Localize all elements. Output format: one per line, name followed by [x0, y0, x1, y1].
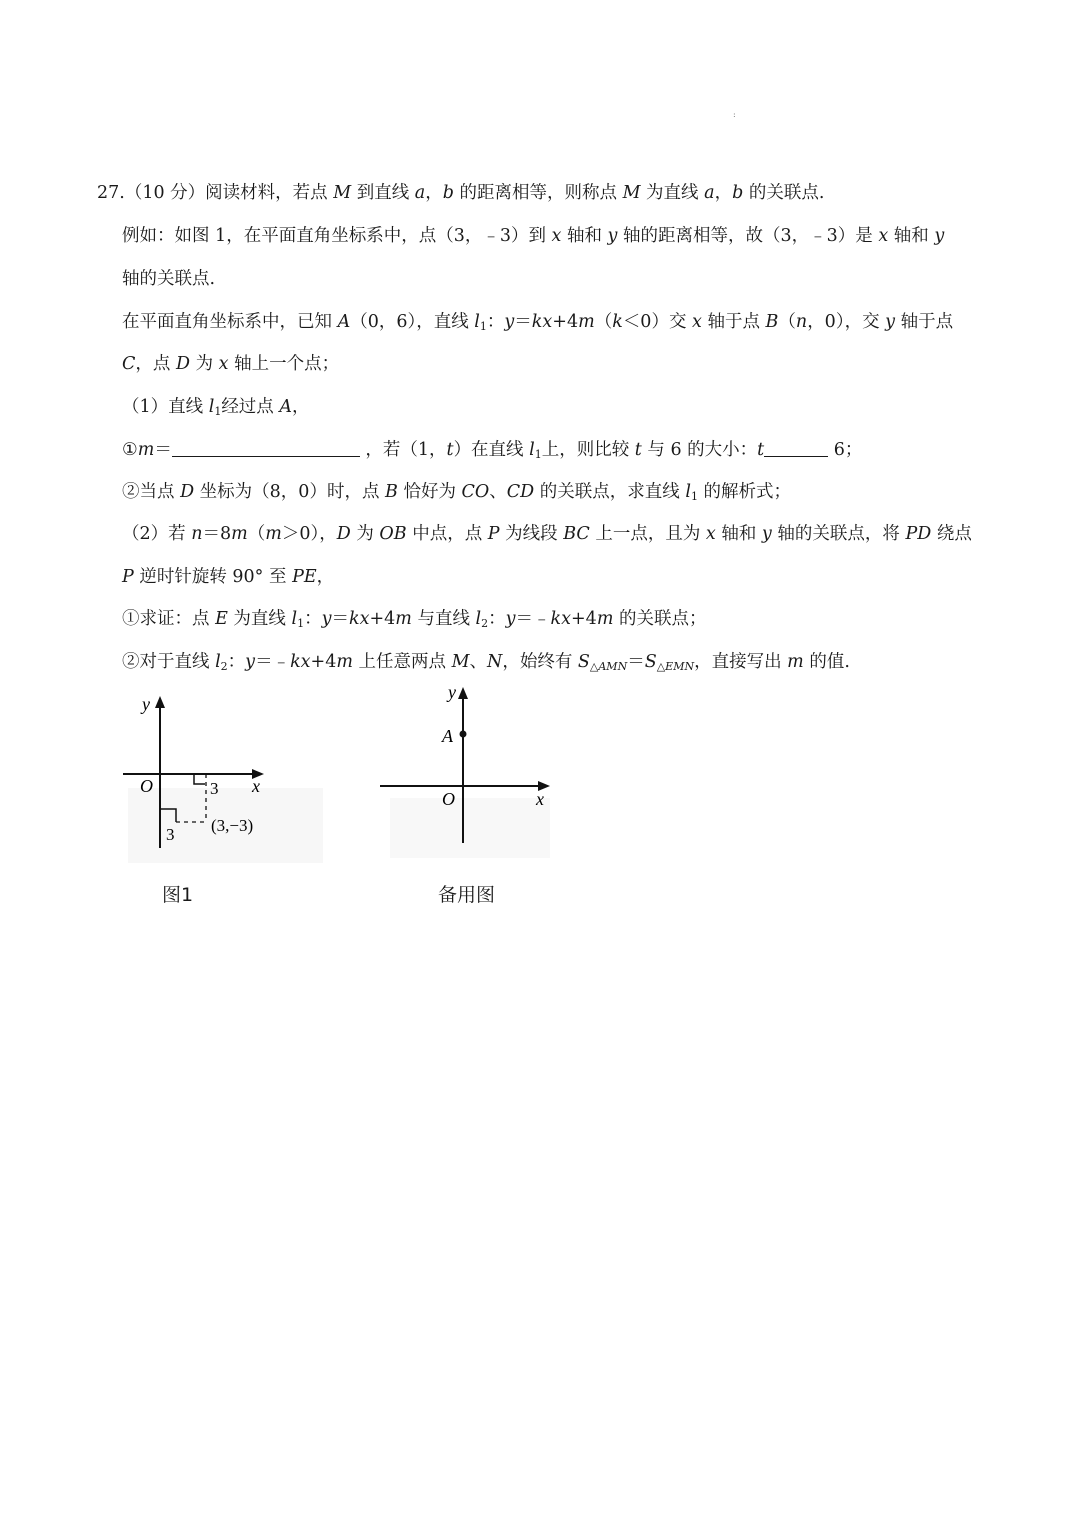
figure-1-origin: O [140, 776, 153, 796]
figure-2-point-label: A [442, 726, 453, 746]
problem-line-3: 轴的关联点. [122, 269, 216, 289]
figure-1-y-arrow [155, 696, 165, 708]
answer-blank-m[interactable] [172, 438, 360, 457]
problem-line-5: C，点 D 为 x 轴上一个点； [122, 354, 340, 374]
problem-line-12: ②对于直线 $l_2$：y＝﹣kx+4m 上任意两点 M、N，始终有 $S_{\triangle AMN}=S_{\triangle EMN}$，直接写出 m 的值. [122, 652, 850, 673]
figure-2-y-label: y [448, 682, 456, 702]
figure-2-y-arrow [458, 687, 468, 699]
header-mark: : [733, 110, 736, 119]
figure-2-x-label: x [536, 789, 544, 809]
figure-1-coordinate-plane [118, 688, 328, 863]
figure-2-point-a [460, 731, 467, 738]
figure-1-caption: 图1 [162, 884, 194, 906]
problem-line-1: 27.（10 分）阅读材料，若点 M 到直线 a，b 的距离相等，则称点 M 为直线 a，b 的关联点. [97, 183, 825, 203]
problem-line-2: 例如：如图 1，在平面直角坐标系中，点（3，﹣3）到 x 轴和 y 轴的距离相等，故（3，﹣3）是 x 轴和 y [122, 226, 945, 246]
figure-1-tick-y: 3 [166, 825, 175, 844]
problem-line-8: ②当点 D 坐标为（8，0）时，点 B 恰好为 CO、CD 的关联点，求直线 $l_1$ 的解析式； [122, 482, 791, 503]
figure-1-x-label: x [252, 776, 260, 796]
figure-2-coordinate-plane [370, 678, 555, 863]
figure-2-shading [390, 798, 550, 858]
figure-1-x-bracket [194, 774, 205, 784]
problem-line-10: P 逆时针旋转 90° 至 PE， [122, 567, 335, 587]
figure-2-caption: 备用图 [438, 884, 496, 906]
figure-1-y-label: y [142, 694, 150, 714]
figure-2-origin: O [442, 789, 455, 809]
problem-line-4: 在平面直角坐标系中，已知 A（0，6），直线 $l_1$：y＝kx+4m（k＜0）交 x 轴于点 B（n，0），交 y 轴于点 [122, 312, 954, 333]
problem-line-11: ①求证：点 E 为直线 $l_1$：y＝kx+4m 与直线 $l_2$：y＝﹣kx+4m 的关联点； [122, 609, 707, 630]
problem-line-6: （1）直线 $l_1$经过点 A， [122, 397, 310, 418]
answer-blank-compare[interactable] [764, 438, 828, 457]
problem-line-9: （2）若 n＝8m（m＞0），D 为 OB 中点，点 P 为线段 BC 上一点，且为 x 轴和 y 轴的关联点，将 PD 绕点 [122, 524, 972, 544]
figure-1-point-label: (3,−3) [211, 816, 254, 835]
problem-line-7: ①m＝ ，若（1，t）在直线 $l_1$上，则比较 t 与 6 的大小：t 6； [122, 440, 863, 461]
figure-1-tick-x: 3 [210, 779, 219, 798]
